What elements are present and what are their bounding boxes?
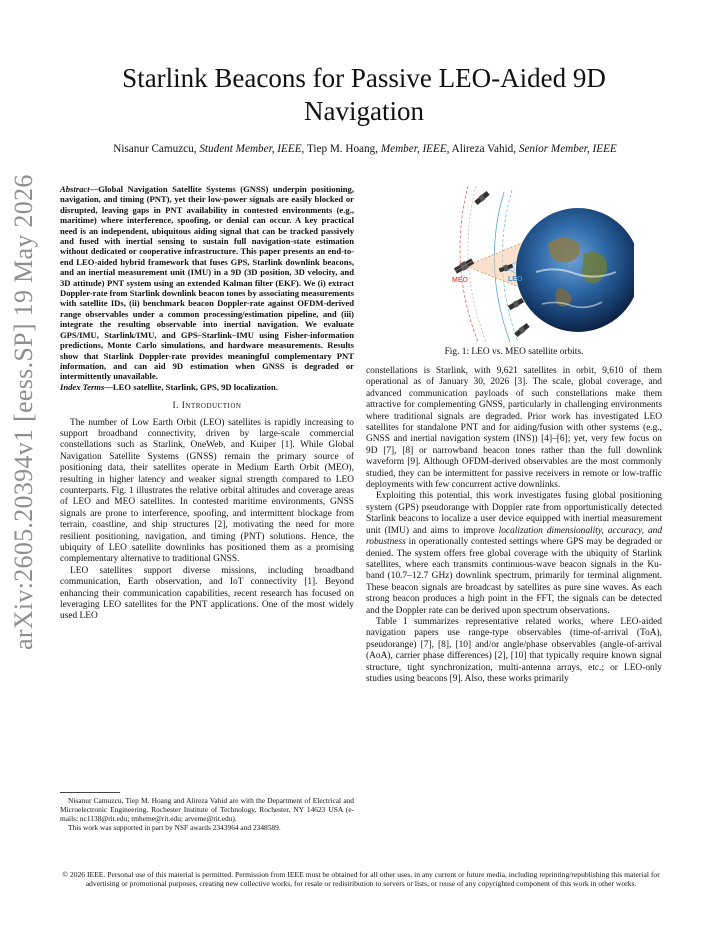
left-column [60, 184, 354, 623]
footnotes [60, 796, 354, 832]
index-terms-text: —LEO satellite, Starlink, GPS, 9D localization. [104, 381, 278, 392]
body-paragraph: LEO satellites support diverse missions, including broadband communication, Earth observation, and IoT connectivity [1]. Beyond enhancing their communication capabilities, recent research has focused on leveraging LEO satellites for the PNT applications. One of the most widely used LEO [60, 565, 354, 622]
abstract [60, 184, 354, 382]
index-terms-lead: Index Terms [60, 381, 105, 392]
copyright-notice: © 2026 IEEE. Personal use of this material is permitted. Permission from IEEE must be obtained for all other uses, in any current or future media, including reprinting/republishing this material for advertising or promotional purposes, creating new collective works, for resale or redistribution to servers or lists, or reuse of any copyrighted component of this work in other works. [62, 870, 660, 889]
leo-satellite-icon [508, 297, 525, 310]
body-paragraph: Table I summarizes representative related works, where LEO-aided navigation papers use range-type observables (time-of-arrival (ToA), pseudorange) [7], [8], [10] and/or angle/phase observables (angle-of-arrival (AoA), carrier phase differences) [2], [10] that typically require known signal structure, tight synchronization, multi-antenna arrays, etc.; or LEO-only studies using beacons [9]. Also, these works primarily [366, 616, 662, 684]
emphasis-text: localization dimensionality, accuracy, and robustness [366, 525, 663, 548]
paper-title: Starlink Beacons for Passive LEO-Aided 9D Navigation [122, 63, 606, 126]
abstract-text: —Global Navigation Satellite Systems (GNSS) underpin positioning, navigation, and timing (PNT), yet their low-power signals are easily blocked or disrupted, leaving gaps in PNT availability in contested environments (e.g., maritime) where interference, spoofing, or denial can occur. A key practical need is an independent, ubiquitous aiding signal that can be tracked passively and fused with inertial sensing to sustain full navigation-state estimation without dedicated or cooperative infrastructure. This paper presents an end-to-end LEO-aided hybrid framework that fuses GPS, Starlink downlink beacons, and an inertial measurement unit (IMU) in a 9D (3D position, 3D velocity, and 3D attitude) PNT system using an extended Kalman filter (EKF). We (i) extract Doppler-rate from Starlink downlink beacon tones by associating measurements with satellite IDs, (ii) benchmark beacon Doppler-rate against OFDM-derived range observables under a common processing/estimation pipeline, and (iii) integrate the resulting observable into inertial navigation. We evaluate GPS/IMU, Starlink/IMU, and GPS–Starlink–IMU using Fisher-information predictions, Monte Carlo simulations, and hardware measurements. Results show that Starlink Doppler-rate provides meaningful complementary PNT information, and can aid 9D estimation when GNSS is degraded or intermittently unavailable. [60, 184, 354, 382]
arxiv-identifier: arXiv:2605.20394v1 [eess.SP] 19 May 2026 [9, 174, 38, 650]
author-name: Nisanur Camuzcu, [113, 143, 197, 155]
body-text: Exploiting this potential, this work investigates fusing global positioning system (GPS) pseudorange with Doppler rate from opportunistically detected Starlink beacons to localize a user device equipped with inertial measurement unit (IMU) and aims to improve [366, 491, 662, 536]
meo-label: MEO [452, 277, 468, 284]
author-role: Member, IEEE, [380, 143, 450, 155]
body-paragraph: The number of Low Earth Orbit (LEO) satellites is rapidly increasing to support broadband connectivity, driven by large-scale commercial constellations such as Starlink, OneWeb, and Kuiper [1]. While Global Navigation Satellite Systems (GNSS) remain the primary source of positioning data, their satellites operate in Medium Earth Orbit (MEO), resulting in higher latency and weaker signal strength compared to LEO counterparts. Fig. 1 illustrates the relative orbital altitudes and coverage areas of LEO and MEO satellites. In contested maritime environments, GNSS signals are prone to interference, spoofing, and intermittent blockage from terrain, coastline, and ship structures [2], motivating the need for more resilient positioning, navigation, and timing (PNT) solutions. Hence, the ubiquity of LEO satellite downlinks has positioned them as a promising complementary alternative to traditional GNSS. [60, 417, 354, 565]
leo-satellite-icon [514, 323, 530, 338]
footnote-rule [60, 792, 120, 793]
right-column [366, 366, 662, 685]
figure-caption: Fig. 1: LEO vs. MEO satellite orbits. [444, 347, 584, 357]
section-heading-introduction: I. Introduction [172, 401, 242, 412]
footnote-funding: This work was supported in part by NSF awards 2343964 and 2348589. [68, 823, 281, 832]
author-list [40, 142, 690, 156]
index-terms [60, 382, 354, 392]
body-paragraph: constellations is Starlink, with 9,621 satellites in orbit, 9,610 of them operational as of January 30, 2026 [3]. The scale, global coverage, and advanced communication payloads of such constellations make them attractive for complementing GNSS, particularly in challenging environments where traditional signals are degraded. Prior work has investigated LEO satellites for standalone PNT and for aiding/fusion with other systems (e.g., GNSS and inertial navigation system (INS)) [4]–[6]; yet, very few focus on 9D [7], [8] or narrowband beacon tones rather than the full downlink waveform [9]. Although OFDM-derived observables are the most commonly studied, they can be intermittent for passive receivers in remote or low-traffic deployments with few concurrent active downlinks. [366, 366, 662, 491]
figure-leo-meo-orbits [408, 184, 634, 342]
body-paragraph [366, 491, 662, 616]
leo-satellite-icon [474, 191, 490, 206]
author-name: Tiep M. Hoang, [306, 143, 379, 155]
leo-label: LEO [508, 276, 523, 283]
author-name: Alireza Vahid, [451, 143, 517, 155]
body-text: in operationally contested settings where GPS may be degraded or denied. The system offers free global coverage with the ubiquity of Starlink satellites, where each transmits continuous-wave beacon signals in the Ku-band (10.7–12.7 GHz) downlink spectrum, primarily for terminal alignment. These beacon signals are broadcast by satellites as pure sine waves. As each strong beacon produces a high point in the FFT, the signals can be detected and the Doppler rate can be derived upon spectrum observations. [366, 537, 663, 616]
footnote-affiliation: Nisanur Camuzcu, Tiep M. Hoang and Alireza Vahid are with the Department of Electrical and Microelectronic Engineering, Rochester Institute of Technology, Rochester, NY 14623 USA (e-mails: nc1138@rit.edu; tmheme@rit.edu; arveme@rit.edu). [60, 796, 354, 823]
abstract-lead: Abstract [60, 184, 90, 194]
author-role: Senior Member, IEEE [518, 143, 617, 155]
author-role: Student Member, IEEE, [199, 143, 305, 155]
earth-globe [516, 208, 634, 332]
